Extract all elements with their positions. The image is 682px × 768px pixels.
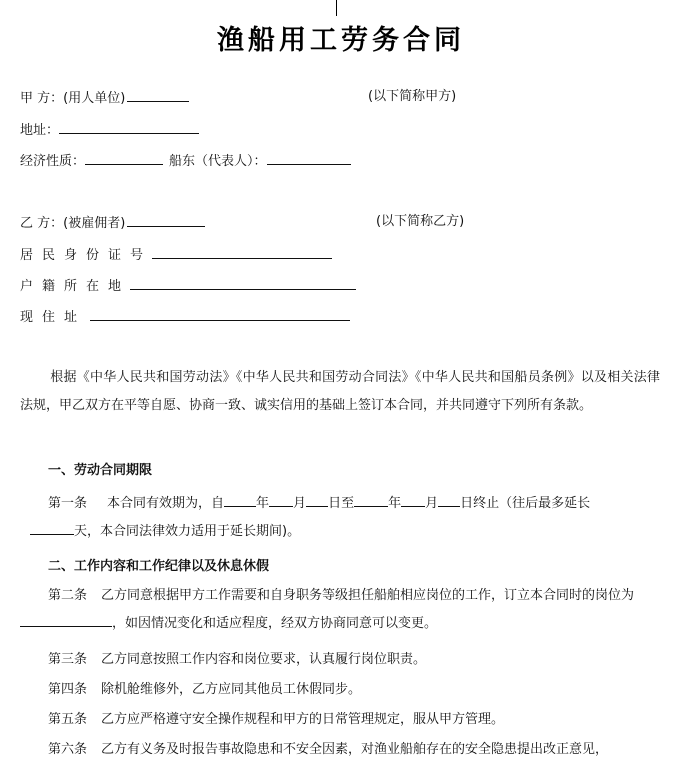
party-b-household-label: 户籍所在地 <box>20 279 131 294</box>
party-a-owner-label: 船东（代表人）： <box>169 154 267 169</box>
party-a-address-blank[interactable] <box>59 120 199 134</box>
party-a-nature-blank[interactable] <box>85 151 163 165</box>
clause3 <box>20 646 660 674</box>
clause2-text-b: ，如因情况变化和适应程度，经双方协商同意可以变更。 <box>112 616 438 631</box>
clause2-position-blank[interactable] <box>20 613 112 627</box>
party-a-owner-blank[interactable] <box>267 151 351 165</box>
party-a-blank[interactable] <box>127 88 189 102</box>
clause4 <box>20 676 660 704</box>
clause3-text: 乙方同意按照工作内容和岗位要求，认真履行岗位职责。 <box>101 652 427 667</box>
clause1-text-b: 天，本合同法律效力适用于延长期间)。 <box>74 524 301 539</box>
clause1-day2-blank[interactable] <box>438 493 460 507</box>
clause5 <box>20 706 660 734</box>
clause1-month-blank[interactable] <box>269 493 293 507</box>
party-a-nature-line <box>20 151 351 171</box>
clause1-year: 年 <box>256 496 270 511</box>
clause6 <box>20 736 660 764</box>
clause4-text: 除机舱维修外，乙方应同其他员工休假同步。 <box>101 682 362 697</box>
party-b-note: (以下简称乙方) <box>376 214 465 229</box>
clause1-label: 第一条 <box>48 496 88 511</box>
clause5-text: 乙方应严格遵守安全操作规程和甲方的日常管理规定，服从甲方管理。 <box>101 712 505 727</box>
clause1-year2: 年 <box>388 496 402 511</box>
party-b-blank[interactable] <box>127 213 205 227</box>
party-b-residence-blank[interactable] <box>90 307 350 321</box>
party-a-note: (以下简称甲方) <box>368 89 457 104</box>
clause1-month2: 月 <box>425 496 439 511</box>
clause1-year2-blank[interactable] <box>354 493 388 507</box>
intro-paragraph <box>20 364 660 420</box>
intro-text: 根据《中华人民共和国劳动法》《中华人民共和国劳动合同法》《中华人民共和国船员条例》以及相关法律法规，甲乙双方在平等自愿、协商一致、诚实信用的基础上签订本合同，并共同遵守下列所有条款。 <box>20 370 660 413</box>
clause1-text-a: 本合同有效期为，自 <box>107 496 225 511</box>
document-title: 渔船用工劳务合同 <box>217 25 465 56</box>
party-b-line <box>20 213 205 233</box>
party-a-nature-label: 经济性质： <box>20 154 86 169</box>
party-b-household-line <box>20 276 356 296</box>
clause2-label: 第二条 <box>48 588 88 603</box>
clause2 <box>20 582 660 638</box>
party-a-label: 甲 方：(用人单位) <box>20 91 126 106</box>
clause1-day-blank[interactable] <box>306 493 328 507</box>
party-b-residence-line <box>20 307 350 327</box>
clause6-label: 第六条 <box>48 742 88 757</box>
party-b-household-blank[interactable] <box>130 276 356 290</box>
clause4-label: 第四条 <box>48 682 88 697</box>
clause6-text: 乙方有义务及时报告事故隐患和不安全因素，对渔业船舶存在的安全隐患提出改正意见， <box>101 742 609 757</box>
clause1-month: 月 <box>293 496 307 511</box>
clause1-extend-blank[interactable] <box>30 521 74 535</box>
section1-heading: 一、劳动合同期限 <box>48 463 153 478</box>
party-b-label: 乙 方：(被雇佣者) <box>20 216 126 231</box>
clause1-year-blank[interactable] <box>224 493 256 507</box>
party-b-id-line <box>20 245 332 265</box>
party-a-address-line <box>20 120 199 140</box>
party-a-line <box>20 88 189 108</box>
clause3-label: 第三条 <box>48 652 88 667</box>
clause1-day-to: 日至 <box>328 496 355 511</box>
section2-heading: 二、工作内容和工作纪律以及休息休假 <box>48 559 270 574</box>
clause1 <box>20 490 660 546</box>
clause1-end: 日终止（往后最多延长 <box>460 496 591 511</box>
clause1-month2-blank[interactable] <box>401 493 425 507</box>
text-cursor <box>336 0 337 16</box>
clause2-text-a: 乙方同意根据甲方工作需要和自身职务等级担任船舶相应岗位的工作，订立本合同时的岗位为 <box>101 588 635 603</box>
party-b-id-label: 居民身份证号 <box>20 248 153 263</box>
party-a-address-label: 地址： <box>20 123 60 138</box>
party-b-residence-label: 现住址 <box>20 310 87 325</box>
clause5-label: 第五条 <box>48 712 88 727</box>
party-b-id-blank[interactable] <box>152 245 332 259</box>
